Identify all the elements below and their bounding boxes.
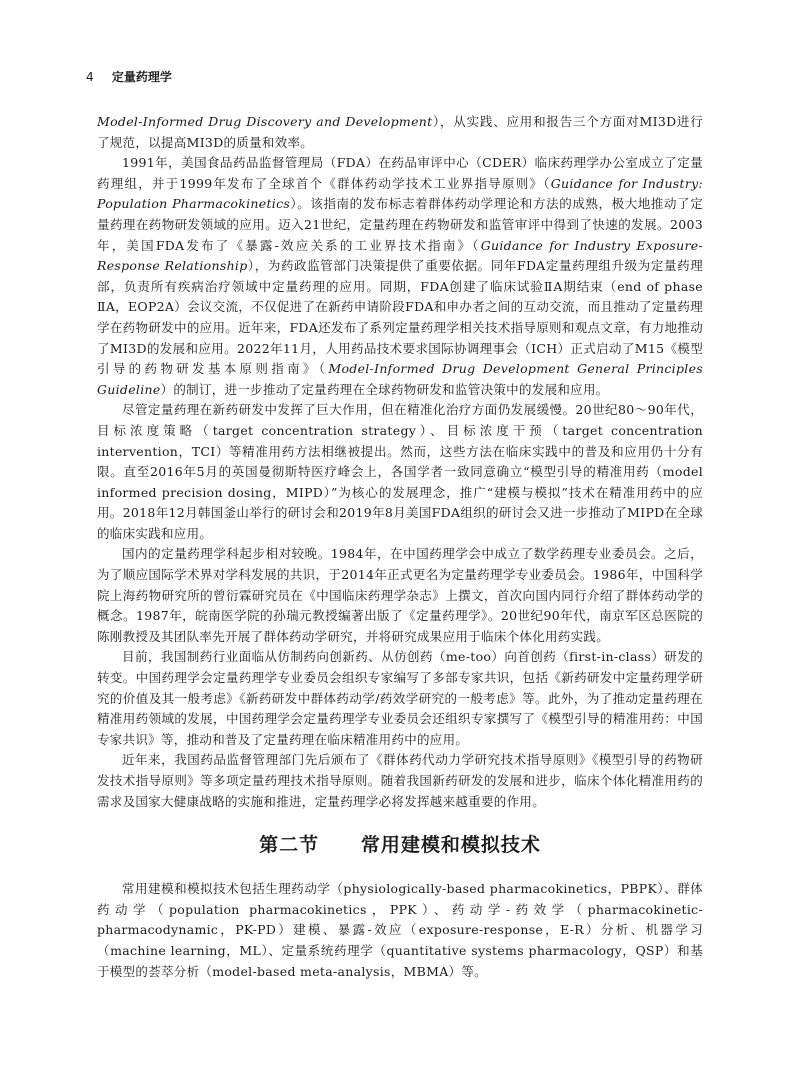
paragraph-p4 [97,647,703,750]
paragraph-p0 [97,112,703,153]
text-run: ）的制订，进一步推动了定量药理在全球药物研发和监管决策中的发展和应用。 [160,381,609,397]
italic-term: Model-Informed Drug Development General Principles Guideline [97,361,703,397]
paragraph-p2 [97,400,703,544]
text-run: 尽管定量药理在新药研发中发挥了巨大作用，但在精准化治疗方面仍发展缓慢。20世纪80～90年代，目标浓度策略（target concentration strategy）、目标浓度干预（target concentration intervention，TCI）等精准用药方法相继被提出。然而，这些方法在临床实践中的普及和应用仍十分有限。直至2016年5月的英国曼彻斯特医疗峰会上，各国学者一致同意确立“模型引导的精准用药（model informed precision dosing，MIPD）”为核心的发展理念，推广“建模与模拟”技术在精准用药中的应用。2018年12月韩国釜山举行的研讨会和2019年8月美国FDA组织的研讨会又进一步推动了MIPD在全球的临床实践和应用。 [97,402,703,541]
text-run: ），从实践、应用和报告三个方面对MI3D进行了规范，以提高MI3D的质量和效率。 [97,114,704,150]
text-run: 1991年，美国食品药品监督管理局（FDA）在药品审评中心（CDER）临床药理学办公室成立了定量药理组，并于1999年发布了全球首个《群体药动学技术工业界指导原则》（ [97,155,703,191]
paragraph-p3 [97,544,703,647]
page-body [97,112,703,982]
running-head [86,68,172,85]
section-number: 第二节 [259,834,320,857]
section-title: 常用建模和模拟技术 [360,834,541,857]
italic-term: Guidance for Industry: Population Pharmacokinetics [97,175,703,212]
section-heading [97,830,703,857]
page-number: 4 [86,70,94,84]
section-paragraphs [97,879,703,982]
text-run: 目前，我国制药行业面临从仿制药向创新药、从仿创药（me-too）向首创药（first-in-class）研发的转变。中国药理学会定量药理学专业委员会组织专家编写了多部专家共识，包括《新药研发中定量药理学研究的价值及其一般考虑》《新药研发中群体药动学/药效学研究的一般考虑》等。此外，为了推动定量药理在精准用药领域的发展，中国药理学会定量药理学专业委员会还组织专家撰写了《模型引导的精准用药：中国专家共识》等，推动和普及了定量药理在临床精准用药中的应用。 [97,649,703,747]
text-run: ），为药政监管部门决策提供了重要依据。同年FDA定量药理组升级为定量药理部，负责所有疾病治疗领域中定量药理的应用。同期，FDA创建了临床试验ⅡA期结束（end of phase ⅡA，EOP2A）会议交流，不仅促进了在新药申请阶段FDA和申办者之间的互动交流，而且推动了定量药理学在药物研发中的应用。近年来，FDA还发布了系列定量药理学相关技术指导原则和观点文章，有力地推动了MI3D的发展和应用。2022年11月，人用药品技术要求国际协调理事会（ICH）正式启动了M15《模型引导的药物研发基本原则指南》（ [97,258,703,377]
text-run: 常用建模和模拟技术包括生理药动学（physiologically-based pharmacokinetics，PBPK）、群体药动学（population pharmacokinetics，PPK）、药动学-药效学（pharmacokinetic-pharmacodynamic，PK-PD）建模、暴露-效应（exposure-response，E-R）分析、机器学习（machine learning，ML）、定量系统药理学（quantitative systems pharmacology，QSP）和基于模型的荟萃分析（model-based meta-analysis，MBMA）等。 [97,881,703,979]
text-run: 近年来，我国药品监督管理部门先后颁布了《群体药代动力学研究技术指导原则》《模型引导的药物研发技术指导原则》等多项定量药理技术指导原则。随着我国新药研发的发展和进步，临床个体化精准用药的需求及国家大健康战略的实施和推进，定量药理学必将发挥越来越重要的作用。 [97,752,703,809]
italic-term: Model-Informed Drug Discovery and Development [97,114,433,129]
paragraph-p1 [97,153,703,400]
paragraph-s1 [97,879,703,982]
paragraph-p5 [97,750,703,812]
text-run: 国内的定量药理学科起步相对较晚。1984年，在中国药理学会中成立了数学药理专业委员会。之后，为了顺应国际学术界对学科发展的共识，于2014年正式更名为定量药理学专业委员会。1986年，中国科学院上海药物研究所的曾衍霖研究员在《中国临床药理学杂志》上撰文，首次向国内同行介绍了群体药动学的概念。1987年，皖南医学院的孙瑞元教授编著出版了《定量药理学》。20世纪90年代，南京军区总医院的陈刚教授及其团队率先开展了群体药动学研究，并将研究成果应用于临床个体化用药实践。 [97,546,703,644]
book-title: 定量药理学 [111,70,172,84]
italic-term: Guidance for Industry Exposure-Response Relationship [97,237,703,274]
text-run: ）。该指南的发布标志着群体药动学理论和方法的成熟，极大地推动了定量药理在药物研发领域的应用。迈入21世纪，定量药理在药物研发和监管审评中得到了快速的发展。2003年，美国FDA发布了《暴露-效应关系的工业界技术指南》（ [97,196,704,253]
body-paragraphs [97,112,703,812]
